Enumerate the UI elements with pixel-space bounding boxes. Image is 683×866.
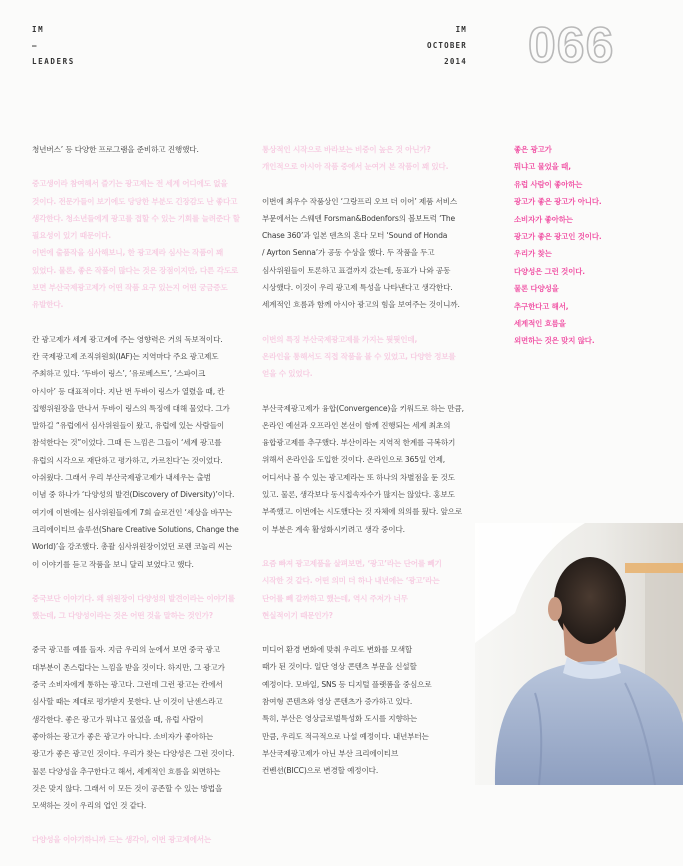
text-line: 아시아’ 등 대표적이다. 지난 번 두바이 링스가 열렸을 때, 칸 [32, 386, 225, 396]
section-line-3: LEADERS [32, 57, 75, 66]
interview-question [262, 331, 480, 383]
text-line: 온라인 예선과 오프라인 본선이 함께 진행되는 세계 최초의 [262, 420, 451, 430]
answer-paragraph [32, 141, 250, 158]
text-line: 부족했고. 이번에는 시도했다는 것 자체에 의의를 뒀다. 앞으로 [262, 507, 463, 517]
text-line: 융합광고제를 추구했다. 부산이라는 지역적 한계를 극복하기 [262, 438, 456, 448]
text-line: 유발한다. [32, 300, 64, 310]
pull-quote-line: 물론 다양성을 [514, 284, 559, 294]
text-line: 물론 다양성을 추구한다고 해서, 세계적인 흐름을 외면하는 [32, 766, 221, 776]
article-column-left [32, 141, 250, 866]
text-line: 아쉬웠다. 그래서 우리 부산국제광고제가 내세우는 출범 [32, 473, 211, 483]
magazine-section-label [32, 22, 75, 70]
issue-line-1: IM [455, 25, 467, 34]
text-line: 크리에이티브 솔루션(Share Creative Solutions, Change the [32, 524, 239, 534]
text-line: 세계적인 흐름과 함께 아시아 광고의 힘을 보여주는 것이니까. [262, 300, 460, 310]
text-line: 단어를 빼 갈까하고 했는데, 역시 주저가 너무 [262, 593, 408, 603]
interview-question [32, 590, 250, 625]
text-line: 중고생이라 참여해서 즐기는 광고제는 전 세계 어디에도 없을 [32, 179, 228, 189]
text-line: 말하길 “유럽에서 심사위원들이 왔고, 유럽에 있는 사람들이 [32, 421, 225, 431]
text-line: 때가 된 것이다. 일단 영상 콘텐츠 부문을 신설할 [262, 662, 417, 672]
text-line: 이번에 출품작을 심사해보니, 한 광고제라 심사는 작품이 꽤 [32, 248, 224, 258]
text-line: 모색하는 것이 우리의 업인 것 같다. [32, 801, 147, 811]
text-line: 심사할 때는 제대로 평가받지 못한다. 난 이것이 난센스라고 [32, 697, 223, 707]
text-line: 시작한 것 같다. 어떤 의미 더 하나 내년에는 ‘광고’라는 [262, 576, 440, 586]
text-line: 참석한다는 것”이었다. 그때 든 느낌은 그들이 ‘세계 광고를 [32, 438, 222, 448]
text-line: / Ayrton Senna’가 공동 수상을 했다. 두 작품을 두고 [262, 248, 435, 258]
page-number: 066 [528, 17, 615, 73]
interview-question [262, 141, 480, 176]
text-line: 어디서나 볼 수 있는 광고제라는 또 하나의 차별점을 둔 것도 [262, 472, 455, 482]
text-line: 미디어 환경 변화에 맞춰 우리도 변화를 모색할 [262, 645, 413, 655]
text-line: 중국 광고를 예를 들자. 지금 우리의 눈에서 보면 중국 광고 [32, 645, 220, 655]
text-line: 부산국제광고제가 융합(Convergence)을 키워드로 하는 만큼, [262, 403, 464, 413]
text-line: 시상했다. 이것이 우리 광고제 특성을 나타낸다고 생각한다. [262, 283, 453, 293]
text-line: 예정이다. 모바일, SNS 등 디지털 플랫폼을 중심으로 [262, 679, 432, 689]
text-line: 특히, 부산은 영상글로벌특성화 도시를 지향하는 [262, 714, 418, 724]
issue-date-label [427, 22, 467, 70]
section-line-2: – [32, 41, 39, 50]
text-line: 칸 국제광고제 조직위원회(IAF)는 지역마다 주요 광고제도 [32, 351, 219, 361]
answer-paragraph [32, 331, 250, 573]
text-line: 여기에 이번에는 심사위원들에게 7회 슬로건인 ‘세상을 바꾸는 [32, 507, 233, 517]
text-line: 생각한다. 좋은 광고가 뭐냐고 물었을 때, 유럽 사람이 [32, 714, 204, 724]
interviewee-photo [475, 523, 683, 785]
answer-paragraph [262, 641, 480, 779]
text-line: 부문에서는 스웨덴 Forsman&Bodenfors의 볼보트럭 ‘The [262, 213, 456, 223]
text-line: 이번의 특징 부산국제광고제를 가지는 뭣뭣인데, [262, 334, 418, 344]
text-line: 심사위원들이 토론하고 표결까지 갔는데, 동표가 나와 공동 [262, 265, 451, 275]
text-line: 것이다. 전문가들이 보기에도 당당한 부분도 긴장감도 난 좋다고 [32, 196, 238, 206]
text-line: 했는데, 그 다양성이라는 것은 어떤 것을 말하는 것인가? [32, 611, 213, 621]
text-line: 다양성을 이야기하니까 드는 생각이, 이번 광고제에서는 [32, 835, 212, 845]
text-line: 위해서 온라인을 도입한 것이다. 온라인으로 365일 언제, [262, 455, 446, 465]
text-line: 주최하고 있다. ‘두바이 링스’, ‘유로베스트’, ‘스파이크 [32, 369, 206, 379]
pull-quote-line: 외면하는 것은 맞지 않다. [514, 336, 595, 346]
text-line: 중국보단 이야기다. 왜 위원장이 다양성의 발견이라는 이야기를 [32, 593, 235, 603]
text-line: 만큼, 우리도 적극적으로 나설 예정이다. 내년부터는 [262, 731, 429, 741]
interview-question [32, 831, 250, 848]
text-line: 생각한다. 청소년들에게 광고를 접할 수 있는 기회를 늘려준다 할 [32, 213, 240, 223]
text-line: World)’을 강조했다. 총괄 심사위원장이었던 로렌 코놀리 씨는 [32, 542, 233, 552]
pull-quote-line: 광고가 좋은 광고인 것이다. [514, 232, 602, 242]
text-line: 광고가 좋은 광고인 것이다. 우리가 찾는 다양성은 그런 것이다. [32, 749, 235, 759]
text-line: 개인적으로 아시아 작품 중에서 눈여겨 본 작품이 꽤 있다. [262, 162, 449, 172]
text-line: 이 이야기를 듣고 작품을 보니 달리 보였다고 했다. [32, 559, 194, 569]
text-line: 청년버스’ 등 다양한 프로그램을 준비하고 진행했다. [32, 145, 199, 154]
answer-paragraph [262, 400, 480, 538]
text-line: 컨벤션(BICC)으로 변경할 예정이다. [262, 766, 379, 776]
article-column-middle [262, 141, 480, 797]
answer-paragraph [32, 641, 250, 814]
pull-quote-line: 유럽 사람이 좋아하는 [514, 179, 583, 189]
man-from-behind-image [475, 523, 683, 785]
text-line: 얻을 수 있었다. [262, 369, 313, 379]
pull-quote-line: 세계적인 흐름을 [514, 319, 566, 329]
text-line: 집행위원장을 만나서 두바이 링스의 특징에 대해 물었다. 그가 [32, 403, 230, 413]
text-line: 보면 부산국제광고제가 어떤 작품 요구 있는지 어떤 궁금증도 [32, 283, 228, 293]
text-line: 통상적인 시작으로 바라보는 비중이 높은 것 아닌가? [262, 145, 431, 154]
interview-question [262, 555, 480, 624]
pull-quote-line: 광고가 좋은 광고가 아니다. [514, 197, 602, 207]
issue-line-2: OCTOBER [426, 41, 467, 50]
interview-question [32, 175, 250, 313]
text-line: 필요성이 있기 때문이다. [32, 231, 111, 241]
text-line: 온라인을 통해서도 직접 작품을 볼 수 있었고, 다양한 정보를 [262, 351, 456, 361]
text-line: Chase 360’과 일본 덴츠의 혼다 모터 ‘Sound of Honda [262, 231, 448, 241]
text-line: 부산국제광고제가 아닌 부산 크리에이티브 [262, 748, 399, 758]
pull-quote-line: 다양성은 그런 것이다. [514, 266, 586, 276]
pull-quote-line: 좋은 광고가 [514, 145, 552, 154]
text-line: 있고. 물론, 생각보다 동시접속자수가 많지는 않았다. 홍보도 [262, 490, 455, 500]
text-line: 이 부분은 계속 활성화시키려고 생각 중이다. [262, 524, 405, 534]
text-line: 참여형 콘텐츠와 영상 콘텐츠가 증가하고 있다. [262, 697, 413, 707]
text-line: 이번에 최우수 작품상인 ‘그랑프리 오브 더 이어’ 제품 서비스 [262, 196, 458, 206]
text-line: 좋아하는 광고가 좋은 광고가 아니다. 소비자가 좋아하는 [32, 731, 214, 741]
pull-quote-line: 소비자가 좋아하는 [514, 214, 573, 224]
text-line: 칸 광고제가 세계 광고계에 주는 영향력은 거의 독보적이다. [32, 334, 223, 344]
text-line: 있었다. 물론, 좋은 작품이 많다는 것은 장점이지만, 다른 각도로 [32, 265, 238, 275]
text-line: 이념 중 하나가 ‘다양성의 발견(Discovery of Diversity)’이다. [32, 490, 235, 500]
pull-quote [514, 141, 602, 350]
text-line: 유럽의 시각으로 재단하고 평가하고, 가르친다’는 것이었다. [32, 455, 223, 465]
text-line: 중국 소비자에게 통하는 광고다. 그런데 그런 광고는 칸에서 [32, 680, 223, 690]
text-line: 요즘 빠져 광고제품을 살펴보면, ‘광고’라는 단어를 빼기 [262, 558, 442, 568]
answer-paragraph [262, 193, 480, 314]
section-line-1: IM [32, 25, 45, 34]
text-line: 현실적이기 때문인가? [262, 610, 333, 620]
pull-quote-line: 추구한다고 해서, [514, 301, 569, 311]
text-line: 것은 맞지 않다. 그래서 이 모든 것이 공존할 수 있는 방법을 [32, 783, 223, 793]
text-line: 대부분이 촌스럽다는 느낌을 받을 것이다. 하지만, 그 광고가 [32, 662, 225, 672]
issue-line-3: 2014 [444, 57, 467, 66]
pull-quote-line: 뭐냐고 물었을 때, [514, 162, 571, 172]
pull-quote-line: 우리가 찾는 [514, 249, 552, 259]
